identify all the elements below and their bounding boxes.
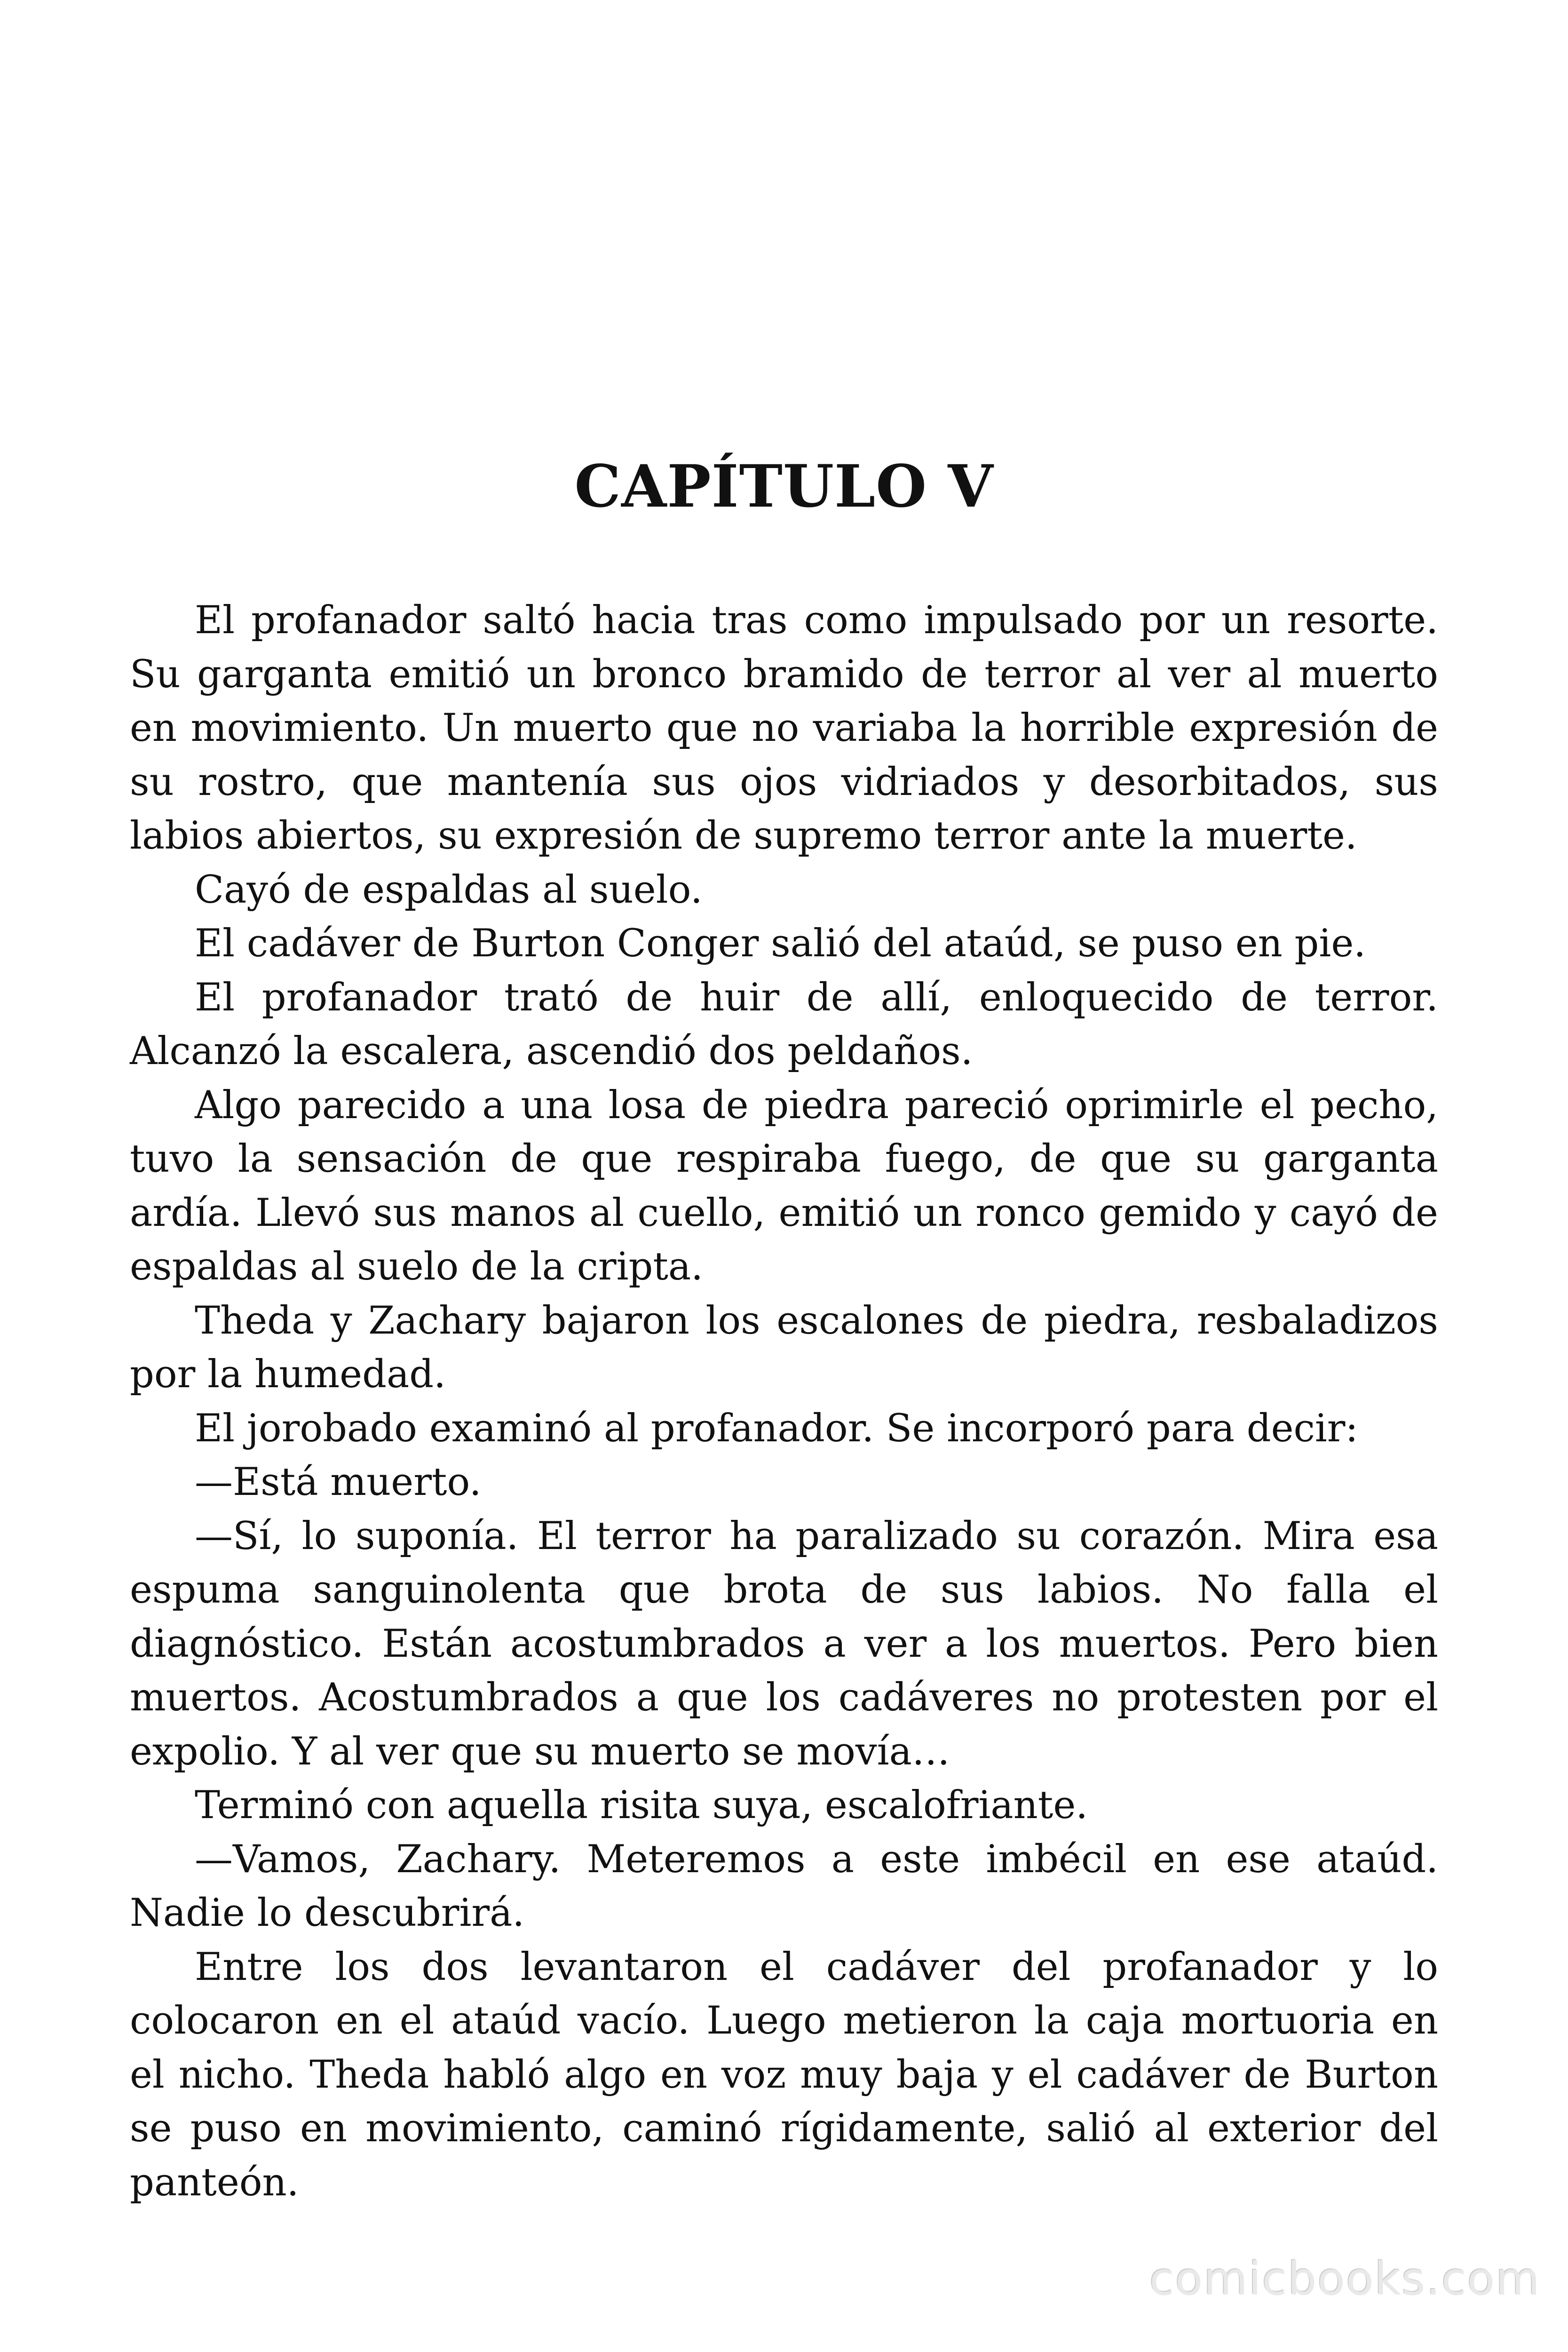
watermark: comicbooks.com	[1149, 2253, 1541, 2305]
chapter-body	[130, 594, 1438, 2209]
paragraph: —Vamos, Zachary. Meteremos a este imbécil en ese ataúd. Nadie lo descubrirá.	[130, 1837, 1438, 1935]
paragraph: El profanador saltó hacia tras como impulsado por un resorte. Su garganta emitió un bronco bramido de terror al ver al muerto en movimiento. Un muerto que no variaba la horrible expresión de su rostro, que mantenía sus ojos vidriados y desorbitados, sus labios abiertos, su expresión de supremo terror ante la muerte.	[130, 598, 1438, 858]
paragraph: Cayó de espaldas al suelo.	[195, 867, 703, 912]
paragraph: Algo parecido a una losa de piedra pareció oprimirle el pecho, tuvo la sensación de que respiraba fuego, de que su garganta ardía. Llevó sus manos al cuello, emitió un ronco gemido y cayó de espaldas al suelo de la cripta.	[130, 1083, 1438, 1289]
paragraph: El jorobado examinó al profanador. Se incorporó para decir:	[195, 1406, 1358, 1451]
chapter-title: CAPÍTULO V	[574, 453, 994, 521]
paragraph: El profanador trató de huir de allí, enloquecido de terror. Alcanzó la escalera, ascendió dos peldaños.	[130, 975, 1438, 1073]
paragraph: El cadáver de Burton Conger salió del ataúd, se puso en pie.	[195, 922, 1366, 966]
paragraph: Theda y Zachary bajaron los escalones de piedra, resbaladizos por la humedad.	[130, 1298, 1438, 1397]
paragraph: —Está muerto.	[195, 1460, 482, 1504]
paragraph: Entre los dos levantaron el cadáver del profanador y lo colocaron en el ataúd vacío. Luego metieron la caja mortuoria en el nicho. Theda habló algo en voz muy baja y el cadáver de Burton se puso en movimiento, caminó rígidamente, salió al exterior del panteón.	[130, 1945, 1438, 2205]
paragraph: —Sí, lo suponía. El terror ha paralizado su corazón. Mira esa espuma sanguinolenta que brota de sus labios. No falla el diagnóstico. Están acostumbrados a ver a los muertos. Pero bien muertos. Acostumbrados a que los cadáveres no protesten por el expolio. Y al ver que su muerto se movía…	[130, 1514, 1438, 1774]
paragraph: Terminó con aquella risita suya, escalofriante.	[195, 1783, 1088, 1828]
